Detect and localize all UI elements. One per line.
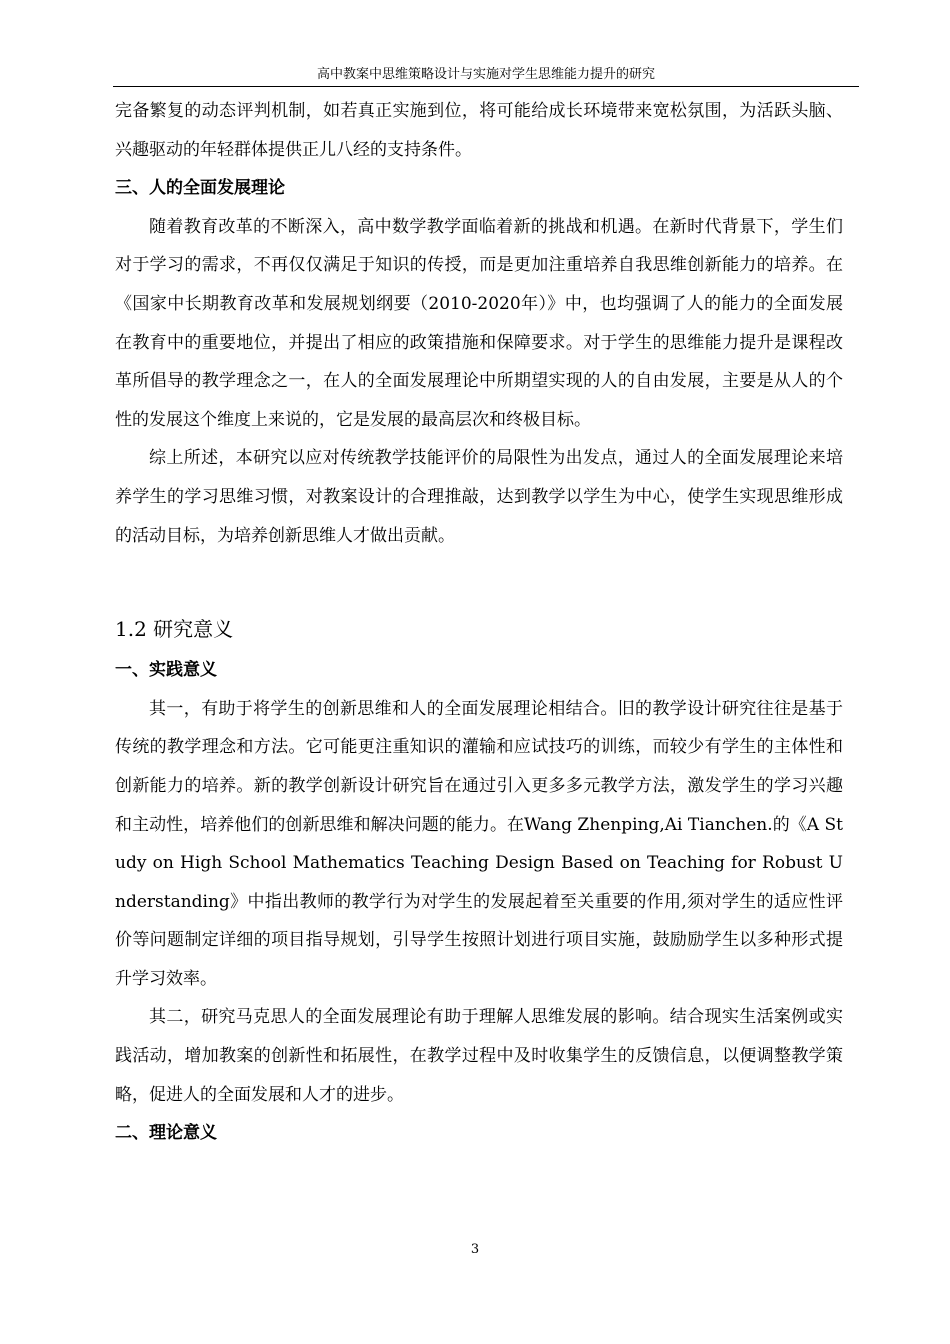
heading-theoretical-significance: 二、理论意义 xyxy=(115,1123,217,1144)
page-body xyxy=(115,92,843,1153)
heading-practical-significance: 一、实践意义 xyxy=(115,660,217,681)
paragraph-summary: 综上所述，本研究以应对传统教学技能评价的局限性为出发点，通过人的全面发展理论来培养学生的学习思维习惯，对教案设计的合理推敲，达到教学以学生为中心，使学生实现思维形成的活动目标，为培养创新思维人才做出贡献。 xyxy=(115,448,843,546)
paragraph-education-reform: 随着教育改革的不断深入，高中数学教学面临着新的挑战和机遇。在新时代背景下，学生们对于学习的需求，不再仅仅满足于知识的传授，而是更加注重培养自我思维创新能力的培养。在《国家中长期教育改革和发展规划纲要（2010-2020年）》中，也均强调了人的能力的全面发展在教育中的重要地位，并提出了相应的政策措施和保障要求。对于学生的思维能力提升是课程改革所倡导的教学理念之一，在人的全面发展理论中所期望实现的人的自由发展，主要是从人的个性的发展这个维度上来说的，它是发展的最高层次和终极目标。 xyxy=(115,216,843,430)
section-spacer xyxy=(115,555,843,607)
page-number: 3 xyxy=(470,1242,480,1257)
heading-comprehensive-development-theory: 三、人的全面发展理论 xyxy=(115,178,285,199)
header-rule xyxy=(113,86,859,87)
paragraph-intro-continuation: 完备繁复的动态评判机制，如若真正实施到位，将可能给成长环境带来宽松氛围，为活跃头脑、兴趣驱动的年轻群体提供正儿八经的支持条件。 xyxy=(115,101,843,160)
paragraph-practice-first: 其一，有助于将学生的创新思维和人的全面发展理论相结合。旧的教学设计研究往往是基于传统的教学理念和方法。它可能更注重知识的灌输和应试技巧的训练，而较少有学生的主体性和创新能力的培养。新的教学创新设计研究旨在通过引入更多多元教学方法，激发学生的学习兴趣和主动性，培养他们的创新思维和解决问题的能力。在Wang Zhenping,Ai Tianchen.的《A Study on High School Mathematics Teaching Design Based on Teaching for Robust Understanding》中指出教师的教学行为对学生的发展起着至关重要的作用,须对学生的适应性评价等问题制定详细的项目指导规划，引导学生按照计划进行项目实施，鼓励励学生以多种形式提升学习效率。 xyxy=(115,698,843,989)
running-header: 高中教案中思维策略设计与实施对学生思维能力提升的研究 xyxy=(316,67,655,82)
section-title-research-significance: 1.2 研究意义 xyxy=(115,617,234,642)
paragraph-practice-second: 其二，研究马克思人的全面发展理论有助于理解人思维发展的影响。结合现实生活案例或实践活动，增加教案的创新性和拓展性，在教学过程中及时收集学生的反馈信息，以便调整教学策略，促进人的全面发展和人才的进步。 xyxy=(115,1007,843,1105)
